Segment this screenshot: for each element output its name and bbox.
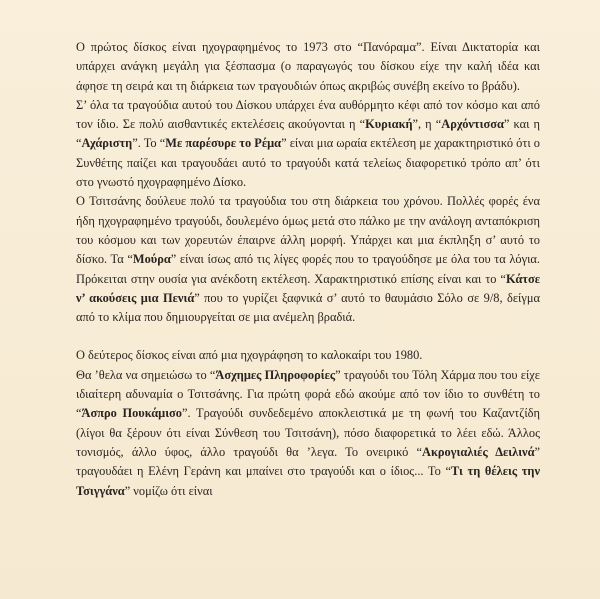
song-title: Μούρα <box>132 252 171 267</box>
text-run: ”. Τραγούδι συνδεδεμένο αποκλειστικά με τη φωνή του Καζαντζίδη (λίγοι θα ξέρουν ότι είναι Σύνθεση του Τσιτσάνη), πόσο διαφορετικά το λέει εδώ. Άλλος τονισμός, άλλο ύφος, άλλο τραγούδι θα ’λεγα. Το ονειρικό “ <box>76 406 540 459</box>
text-run: ” νομίζω ότι είναι <box>124 483 213 498</box>
text-run: Θα ’θελα να σημειώσω το “ <box>76 367 216 382</box>
paragraph <box>76 38 540 96</box>
text-run: Ο Τσιτσάνης δούλευε πολύ τα τραγούδια του στη διάρκεια του χρόνου. Πολλές φορές ένα ήδη ηχογραφημένο τραγούδι, δουλεμένο όμως μετά στο πάλκο με την ανάλογη ανταπόκριση του κόσμου και των χορευτών έπαιρνε άλλη μορφή. Υπάρχει και μια έκπληξη σ’ αυτό το δίσκο. Τα “ <box>76 194 540 267</box>
song-title: Άσπρο Πουκάμισο <box>81 406 182 421</box>
song-title: Με παρέσυρε το Ρέμα <box>165 136 282 151</box>
song-title: Αρχόντισσα <box>441 117 504 132</box>
text-run: ” και η “ <box>76 117 540 151</box>
text-run: Σ’ όλα τα τραγούδια αυτού του Δίσκου υπάρχει ένα αυθόρμητο κέφι από τον κόσμο και από τον ίδιο. Σε πολύ αισθαντικές εκτελέσεις ακούγονται η “ <box>76 97 540 132</box>
paragraph-gap <box>76 327 540 346</box>
paragraph <box>76 96 540 192</box>
text-run: Ο πρώτος δίσκος είναι ηχογραφημένος το 1973 στο “Πανόραμα”. Είναι Δικτατορία και υπάρχει ανάγκη μεγάλη για ξέσπασμα (ο παραγωγός του δίσκου είχε την καλή ιδέα και άφησε τη σειρά και τη διάρκεια των τραγουδιών όπως ακριβώς συνέβη εκείνο το βράδυ). <box>76 40 540 93</box>
song-title: Κυριακή <box>365 117 413 132</box>
paragraph <box>76 192 540 327</box>
song-title: Άσχημες Πληροφορίες <box>215 367 336 382</box>
song-title: Τι τη θέλεις την Τσιγγάνα <box>76 464 540 498</box>
song-title: Ακρογιαλιές Δειλινά <box>422 444 535 459</box>
paragraph <box>76 366 540 501</box>
song-title: Αχάριστη <box>81 136 133 151</box>
text-run: ” είναι μια ωραία εκτέλεση με χαρακτηριστικό ότι ο Συνθέτης παίζει και τραγουδάει αυτό το τραγούδι κατά τελείως διαφορετικό τρόπο απ’ ότι στο γνωστό ηχογραφημένο Δίσκο. <box>76 136 540 190</box>
text-run: ” τραγούδι του Τόλη Χάρμα που του είχε ιδιαίτερη αδυναμία ο Τσιτσάνης. Για πρώτη φορά εδώ ακούμε από τον ίδιο το συνθέτη το “ <box>76 367 540 421</box>
text-body <box>76 38 540 501</box>
text-run: ”, η “ <box>412 117 442 132</box>
text-run: Ο δεύτερος δίσκος είναι από μια ηχογράφηση το καλοκαίρι του 1980. <box>76 348 423 363</box>
text-run: ” που το γυρίζει ξαφνικά σ’ αυτό το θαυμάσιο Σόλο σε 9/8, δείγμα από το κλίμα που δημιουργείται σε μια ανέμελη βραδιά. <box>76 290 540 325</box>
text-run: ” τραγουδάει η Ελένη Γεράνη και μπαίνει στο τραγούδι και ο ίδιος... Το “ <box>76 444 540 479</box>
paragraph <box>76 346 540 365</box>
text-run: ”. Το “ <box>132 136 166 151</box>
song-title: Κάτσε ν’ ακούσεις μια Πενιά <box>76 271 540 305</box>
text-run: ” είναι ίσως από τις λίγες φορές που το τραγούδησε με όλα του τα λόγια. Πρόκειται στην ουσία για ανέκδοτη εκτέλεση. Χαρακτηριστικό επίσης είναι και το “ <box>76 252 540 286</box>
